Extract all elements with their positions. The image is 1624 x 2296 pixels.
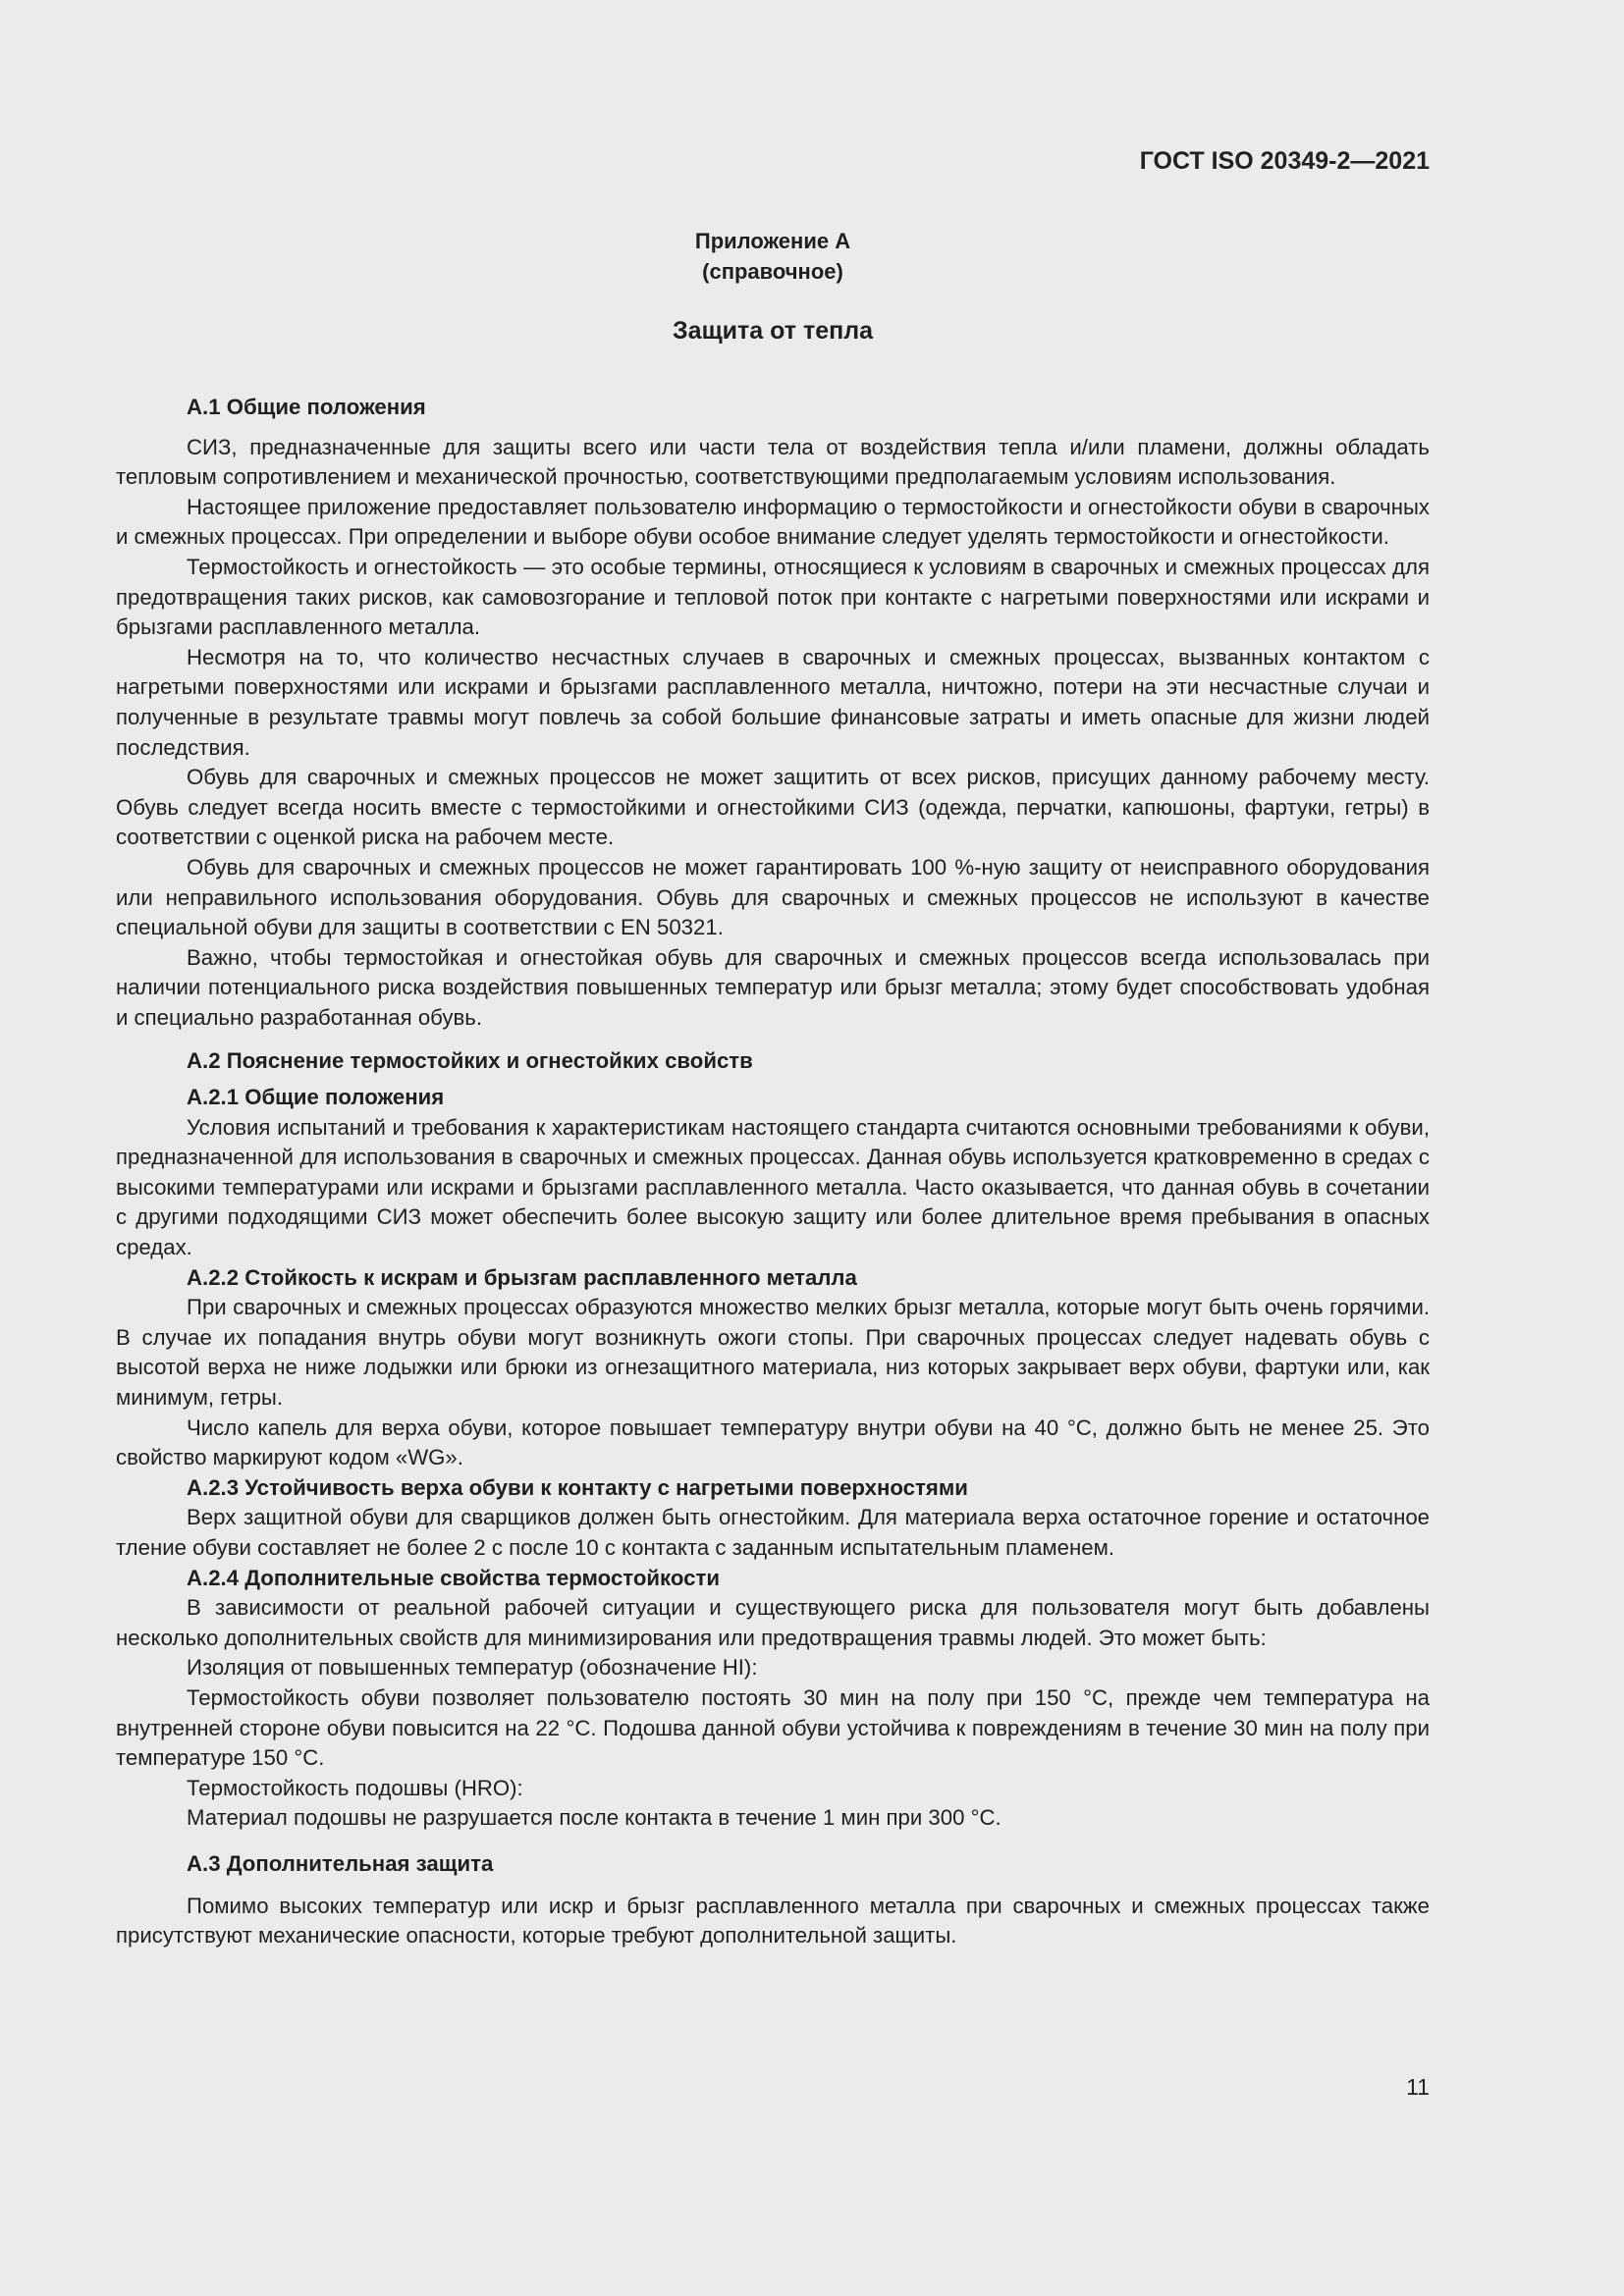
section-heading-a2: А.2 Пояснение термостойких и огнестойких свойств [187,1048,753,1074]
annex-title: Приложение А [694,229,851,253]
subsection-heading-a23: А.2.3 Устойчивость верха обуви к контакту с нагретыми поверхностями [187,1474,968,1500]
paragraph: Верх защитной обуви для сварщиков должен быть огнестойким. Для материала верха остаточное горение и остаточное тление обуви составляет не более 2 с после 10 с контакта с заданным испытательным пламенем. [116,1505,1430,1560]
document-code: ГОСТ ISO 20349-2—2021 [1139,147,1430,175]
subsection-heading-a22: А.2.2 Стойкость к искрам и брызгам расплавленного металла [187,1264,857,1290]
paragraph: Материал подошвы не разрушается после контакта в течение 1 мин при 300 °С. [187,1805,1001,1831]
subsection-heading-a21: А.2.1 Общие положения [187,1085,445,1110]
paragraph: Обувь для сварочных и смежных процессов не может гарантировать 100 %-ную защиту от неисправного оборудования или неправильного использования оборудования. Обувь для сварочных и смежных процессов не используют в качестве специальной обуви для защиты в соответствии с EN 50321. [116,854,1430,940]
paragraph: Термостойкость обуви позволяет пользователю постоять 30 мин на полу при 150 °С, прежде чем температура на внутренней стороне обуви повысится на 22 °С. Подошва данной обуви устойчива к повреждениям в течение 30 мин на полу при температуре 150 °С. [116,1684,1430,1771]
paragraph: При сварочных и смежных процессах образуются множество мелких брызг металла, которые могут быть очень горячими. В случае их попадания внутрь обуви могут возникнуть ожоги стопы. При сварочных процессах следует надевать обувь с высотой верха не ниже лодыжки или брюки из огнезащитного материала, низ которых закрывает верх обуви, фартуки или, как минимум, гетры. [116,1295,1430,1410]
paragraph: Число капель для верха обуви, которое повышает температуру внутри обуви на 40 °С, должно быть не менее 25. Это свойство маркируют кодом «WG». [116,1415,1430,1470]
document-body [116,393,1430,1951]
paragraph: Важно, чтобы термостойкая и огнестойкая обувь для сварочных и смежных процессов всегда использовалась при наличии потенциального риска воздействия повышенных температур или брызг металла; этому будет способствовать удобная и специально разработанная обувь. [116,944,1430,1030]
paragraph: Термостойкость подошвы (HRO): [187,1775,523,1800]
paragraph: Условия испытаний и требования к характеристикам настоящего стандарта считаются основными требованиями к обуви, предназначенной для использования в сварочных и смежных процессах. Данная обувь используется кратковременно в средах с высокими температурами или искрами и брызгами расплавленного металла. Часто оказывается, что данная обувь в сочетании с другими подходящими СИЗ может обеспечить более высокую защиту или более длительное время пребывания в опасных средах. [116,1114,1430,1260]
paragraph: Настоящее приложение предоставляет пользователю информацию о термостойкости и огнестойкости обуви в сварочных и смежных процессах. При определении и выборе обуви особое внимание следует уделять термостойкости и огнестойкости. [116,494,1430,550]
paragraph: Несмотря на то, что количество несчастных случаев в сварочных и смежных процессах, вызванных контактом с нагретыми поверхностями или искрами и брызгами расплавленного металла, ничтожно, потери на эти несчастные случаи и полученные в результате травмы могут повлечь за собой большие финансовые затраты и иметь опасные для жизни людей последствия. [116,644,1430,760]
page-number: 11 [1406,2074,1430,2100]
subsection-heading-a24: А.2.4 Дополнительные свойства термостойкости [187,1565,720,1590]
paragraph: Обувь для сварочных и смежных процессов не может защитить от всех рисков, присущих данному рабочему месту. Обувь следует всегда носить вместе с термостойкими и огнестойкими СИЗ (одежда, перчатки, капюшоны, фартуки, гетры) в соответствии с оценкой риска на рабочем месте. [116,765,1430,850]
annex-heading [0,226,1545,287]
paragraph: Изоляция от повышенных температур (обозначение HI): [187,1655,758,1681]
annex-type: (справочное) [702,259,843,284]
paragraph: СИЗ, предназначенные для защиты всего или части тела от воздействия тепла и/или пламени, должны обладать тепловым сопротивлением и механической прочностью, соответствующими предполагаемым условиям использования. [116,434,1430,490]
section-heading-a1: А.1 Общие положения [187,395,426,419]
section-heading-a3: А.3 Дополнительная защита [187,1850,494,1876]
paragraph: В зависимости от реальной рабочей ситуации и существующего риска для пользователя могут быть добавлены несколько дополнительных свойств для минимизирования или предотвращения травмы людей. Это может быть: [116,1595,1430,1650]
paragraph: Помимо высоких температур или искр и брызг расплавленного металла при сварочных и смежных процессах также присутствуют механические опасности, которые требуют дополнительной защиты. [116,1893,1430,1949]
annex-subject: Защита от тепла [673,317,873,345]
paragraph: Термостойкость и огнестойкость — это особые термины, относящиеся к условиям в сварочных и смежных процессах для предотвращения таких рисков, как самовозгорание и тепловой поток при контакте с нагретыми поверхностями или искрами и брызгами расплавленного металла. [116,554,1430,640]
